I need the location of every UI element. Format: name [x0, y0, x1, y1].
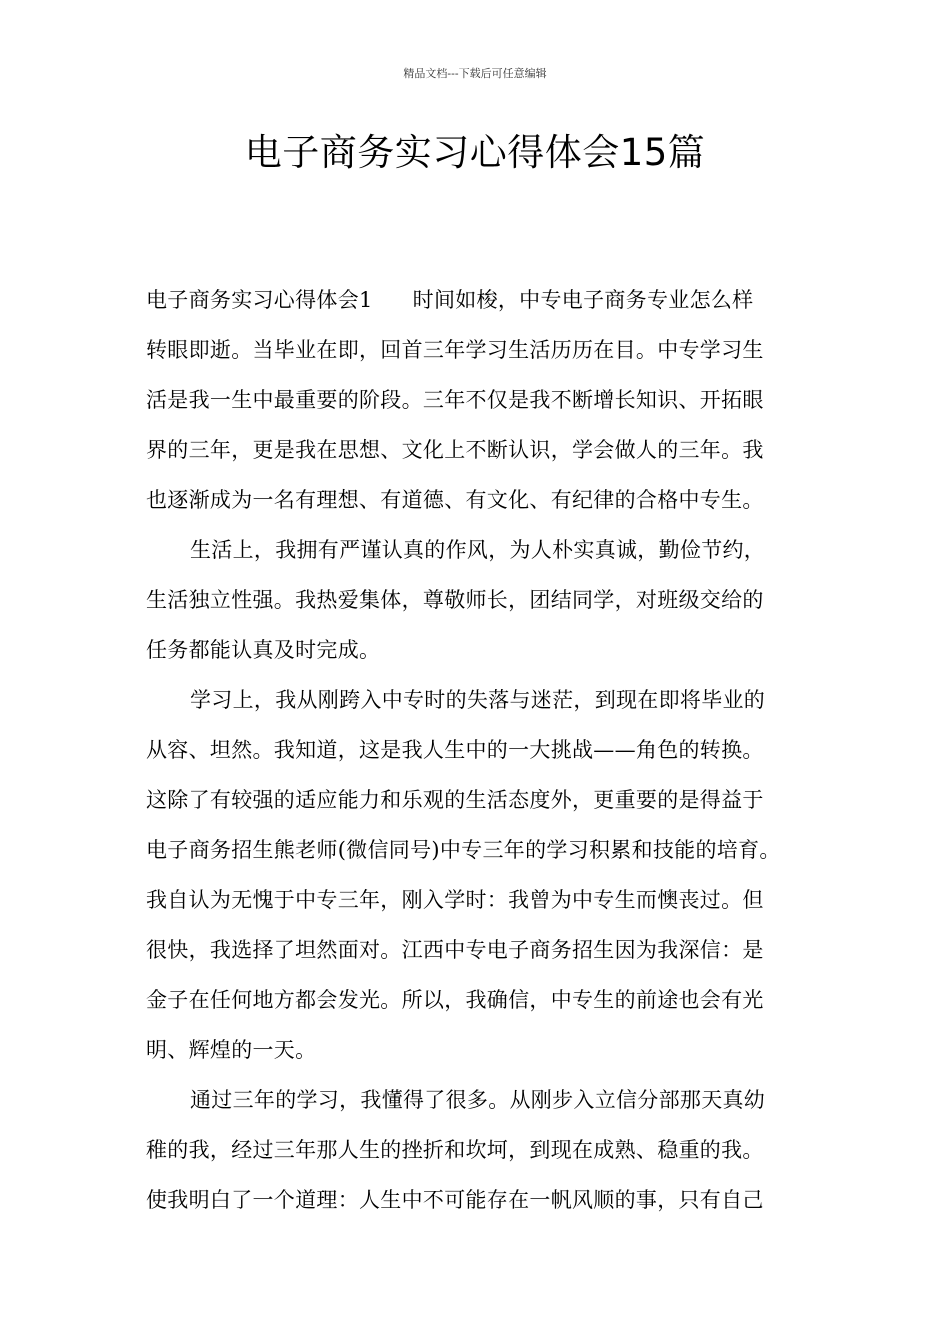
body-line: 使我明白了一个道理：人生中不可能存在一帆风顺的事，只有自己 [146, 1188, 764, 1212]
body-line: 这除了有较强的适应能力和乐观的生活态度外，更重要的是得益于 [146, 788, 764, 812]
body-line: 界的三年，更是我在思想、文化上不断认识，学会做人的三年。我 [146, 438, 764, 462]
section-label: 电子商务实习心得体会1 [146, 288, 373, 312]
document-title: 电子商务实习心得体会15篇 [244, 131, 706, 174]
line-text: 时间如梭，中专电子商务专业怎么样 [412, 288, 754, 312]
paragraph-start-line: 学习上，我从刚跨入中专时的失落与迷茫，到现在即将毕业的 [190, 688, 766, 712]
body-line: 很快，我选择了坦然面对。江西中专电子商务招生因为我深信：是 [146, 938, 764, 962]
paragraph-start-line: 通过三年的学习，我懂得了很多。从刚步入立信分部那天真幼 [190, 1088, 766, 1112]
body-line [146, 275, 806, 325]
body-line: 生活独立性强。我热爱集体，尊敬师长，团结同学，对班级交给的 [146, 588, 764, 612]
body-line: 从容、坦然。我知道，这是我人生中的一大挑战——角色的转换。 [146, 738, 764, 762]
body-line: 活是我一生中最重要的阶段。三年不仅是我不断增长知识、开拓眼 [146, 388, 764, 412]
body-line: 我自认为无愧于中专三年，刚入学时：我曾为中专生而懊丧过。但 [146, 888, 764, 912]
body-line: 金子在任何地方都会发光。所以，我确信，中专生的前途也会有光 [146, 988, 764, 1012]
body-line: 转眼即逝。当毕业在即，回首三年学习生活历历在目。中专学习生 [146, 338, 764, 362]
header-note: 精品文档---下载后可任意编辑 [403, 67, 547, 80]
body-line: 明、辉煌的一天。 [146, 1038, 317, 1062]
document-body [146, 275, 806, 1225]
body-line: 电子商务招生熊老师(微信同号)中专三年的学习积累和技能的培育。 [146, 838, 781, 862]
body-line: 稚的我，经过三年那人生的挫折和坎坷，到现在成熟、稳重的我。 [146, 1138, 764, 1162]
body-line: 任务都能认真及时完成。 [146, 638, 381, 662]
paragraph-start-line: 生活上，我拥有严谨认真的作风，为人朴实真诚，勤俭节约， [190, 538, 766, 562]
body-line: 也逐渐成为一名有理想、有道德、有文化、有纪律的合格中专生。 [146, 488, 764, 512]
